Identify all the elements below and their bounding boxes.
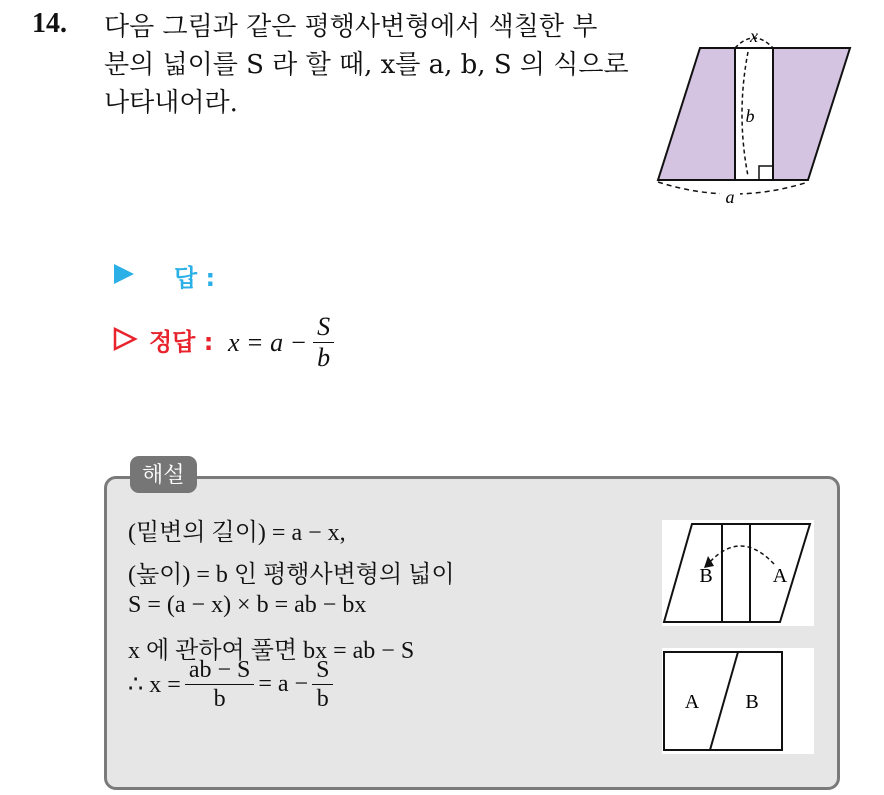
final-mid: = a − [258, 671, 309, 697]
explanation-tag: 해설 [130, 456, 197, 493]
final-prefix: ∴ x = [128, 672, 181, 698]
explanation-line-2: (높이) = b 인 평행사변형의 넓이 [128, 562, 455, 588]
fig2-left-label: A [684, 691, 700, 713]
solution-frac-den: b [317, 343, 331, 372]
explanation-figure-top [662, 520, 814, 626]
label-a: a [725, 187, 735, 207]
final-frac2-den: b [316, 686, 329, 712]
final-frac1-num: ab − S [185, 656, 255, 685]
final-fraction-1 [185, 656, 255, 713]
solution-lhs: x = a − [228, 327, 308, 357]
question-line-2: 분의 넓이를 S 라 할 때, x를 a, b, S 의 식으로 [104, 50, 629, 80]
final-frac1-den: b [213, 686, 226, 712]
solution-frac-num: S [313, 312, 334, 343]
explanation-line-3: S = (a − x) × b = ab − bx [128, 592, 367, 618]
solution-expression [228, 312, 334, 373]
explanation-line-1: (밑변의 길이) = a − x, [128, 520, 346, 546]
explanation-figure-bottom [662, 648, 814, 754]
label-b: b [745, 106, 755, 126]
answer-arrow-icon [112, 262, 136, 286]
label-x: x [750, 28, 758, 46]
fig1-left-label: B [699, 565, 713, 587]
fig1-right-label: A [772, 565, 788, 587]
answer-label: 답 : [174, 264, 216, 292]
parallelogram-figure [648, 28, 884, 212]
question-line-1: 다음 그림과 같은 평행사변형에서 색칠한 부 [104, 12, 598, 42]
solution-label: 정답 : [149, 328, 214, 356]
explanation-final [128, 656, 337, 713]
explanation-line-4: x 에 관하여 풀면 bx = ab − S [128, 638, 415, 664]
fig2-right-label: B [745, 691, 759, 713]
final-fraction-2 [312, 656, 333, 713]
question-number: 14. [32, 8, 67, 39]
solution-fraction [313, 312, 334, 373]
final-frac2-num: S [312, 656, 333, 685]
question-line-3: 나타내어라. [104, 88, 238, 118]
solution-arrow-icon [112, 326, 138, 352]
